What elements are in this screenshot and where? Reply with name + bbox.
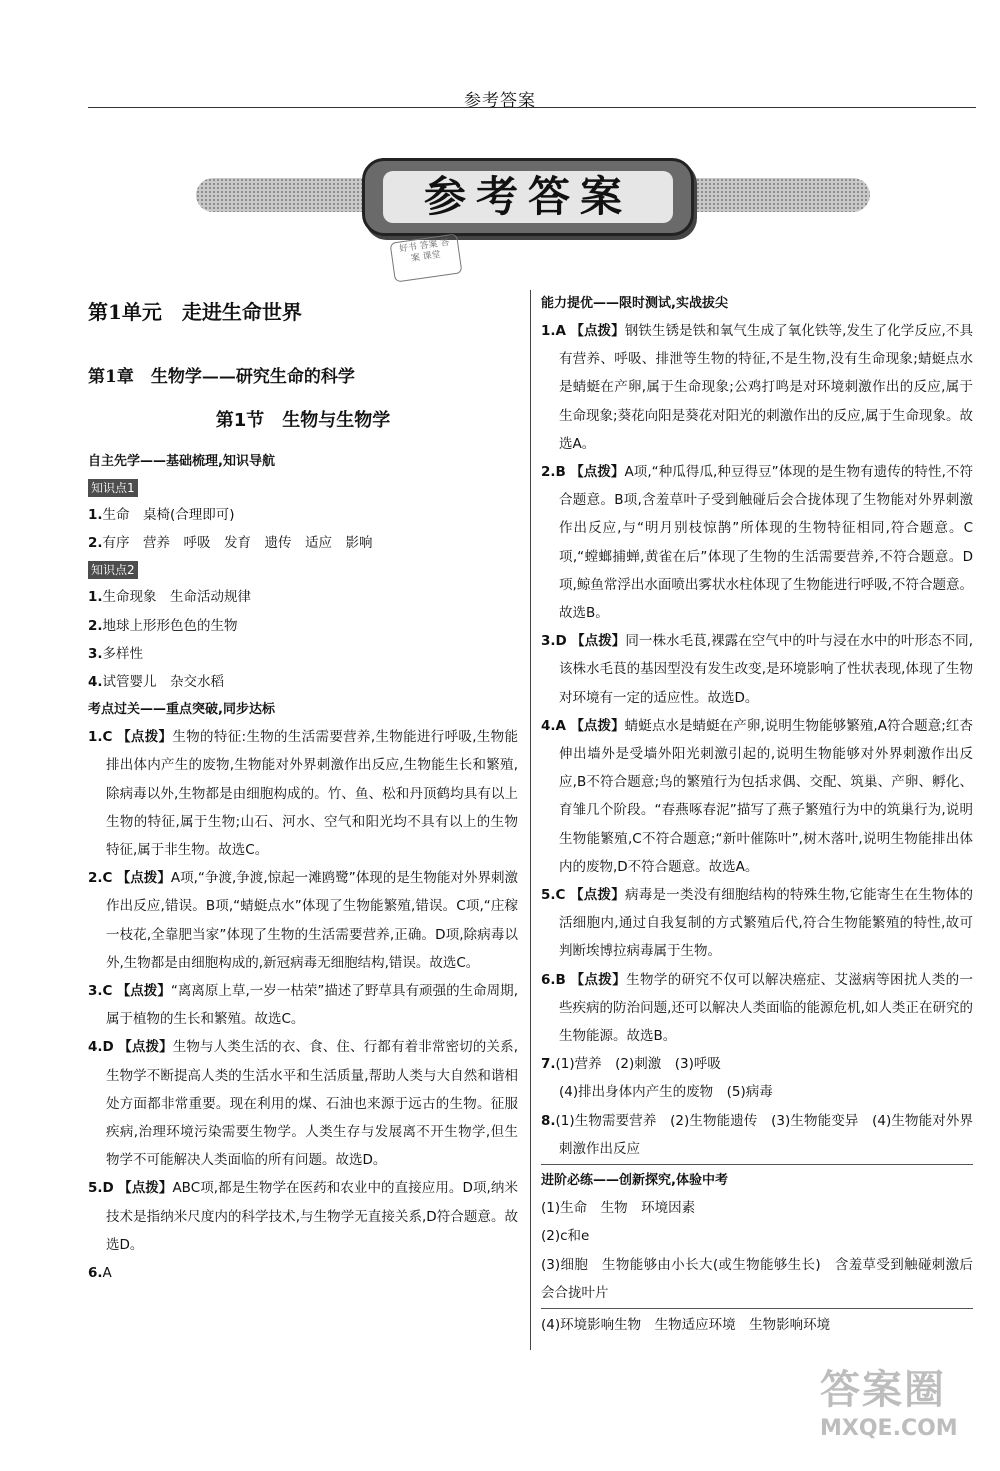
watermark-text: 答案圈 (820, 1367, 946, 1413)
answer-item: 3.D 【点拨】同一株水毛茛,裸露在空气中的叶与浸在水中的叶形态不同,该株水毛茛的基因型没有发生改变,是环境影响了性状表现,体现了生物对环境有一定的适应性。故选D。 (541, 633, 974, 706)
answer-line: 3.多样性 (88, 645, 144, 662)
subsection-heading: 能力提优——限时测试,实战拔尖 (541, 296, 728, 311)
answer-item: 6.B 【点拨】生物学的研究不仅可以解决癌症、艾滋病等困扰人类的一些疾病的防治问题,还可以解决人类面临的能源危机,如人类正在研究的生物能源。故选B。 (541, 971, 974, 1045)
watermark-url: MXQE.COM (820, 1416, 958, 1441)
answer-item: 5.C 【点拨】病毒是一类没有细胞结构的特殊生物,它能寄生在生物体的活细胞内,通过自我复制的方式繁殖后代,符合生物能繁殖的特性,故可判断埃博拉病毒属于生物。 (541, 887, 974, 960)
answer-line: 4.试管婴儿 杂交水稻 (88, 674, 225, 691)
running-header: 参考答案 (464, 91, 536, 111)
answer-line: (1)生命 生物 环境因素 (541, 1200, 696, 1217)
answer-item: 4.A 【点拨】蜻蜓点水是蜻蜓在产卵,说明生物能够繁殖,A符合题意;红杏伸出墙外是受墙外阳光刺激引起的,说明生物能够对外界刺激作出反应,B不符合题意;鸟的繁殖行为包括求偶、交配、筑巢、产卵、孵化、育雏几个阶段。“春燕啄春泥”描写了燕子繁殖行为中的筑巢行为,说明生物能繁殖,C不符合题意;“新叶催陈叶”,树木落叶,说明生物能排出体内的废物,D不符合题意。故选A。 (541, 717, 974, 875)
answer-item: 1.A 【点拨】钢铁生锈是铁和氧气生成了氧化铁等,发生了化学反应,不具有营养、呼吸、排泄等生物的特征,不是生物,没有生命现象;蜻蜓点水是蜻蜓在产卵,属于生命现象;公鸡打鸣是对环境刺激作出的反应,属于生命现象;葵花向阳是葵花对阳光的刺激作出的反应,属于生命现象。故选A。 (541, 323, 974, 452)
answer-item: 4.D 【点拨】生物与人类生活的衣、食、住、行都有着非常密切的关系,生物学不断提高人类的生活水平和生活质量,帮助人类与大自然和谐相处方面都非常重要。现在利用的煤、石油也来源于远古的生物。征服疾病,治理环境污染需要生物学。人类生存与发展离不开生物学,但生物学不可能解决人类面临的所有问题。故选D。 (88, 1039, 519, 1169)
answer-item: 1.C 【点拨】生物的特征:生物的生活需要营养,生物能进行呼吸,生物能排出体内产生的废物,生物能对外界刺激作出反应,生物能生长和繁殖,除病毒以外,生物都是由细胞构成的。竹、鱼、松和丹顶鹤均具有以上生物的特征,属于生物;山石、河水、空气和阳光均不具有以上的生物特征,属于非生物。故选C。 (88, 729, 518, 859)
answer-line: (4)环境影响生物 生物适应环境 生物影响环境 (541, 1316, 831, 1333)
knowledge-tag: 知识点1 (88, 479, 138, 497)
answer-item: 2.C 【点拨】A项,“争渡,争渡,惊起一滩鸥鹭”体现的是生物能对外界刺激作出反应,错误。B项,“蜻蜓点水”体现了生物能繁殖,错误。C项,“庄稼一枝花,全靠肥当家”体现了生物的生活需要营养,正确。D项,除病毒以外,生物都是由细胞构成的,新冠病毒无细胞结构,错误。故选C。 (88, 870, 518, 971)
answer-line: (4)排出身体内产生的废物 (5)病毒 (559, 1084, 773, 1101)
answer-line: 1.生命现象 生命活动规律 (88, 589, 252, 606)
title-banner (362, 158, 694, 236)
stamp-logo: 好书 答案 答案 课堂 (390, 233, 463, 282)
answer-item: 7.(1)营养 (2)刺激 (3)呼吸 (541, 1056, 721, 1073)
answer-line: 2.有序 营养 呼吸 发育 遗传 适应 影响 (88, 535, 373, 552)
answer-item: 5.D 【点拨】ABC项,都是生物学在医药和农业中的直接应用。D项,纳米技术是指纳米尺度内的科学技术,与生物学无直接关系,D符合题意。故选D。 (88, 1180, 519, 1253)
watermark-logo (820, 1366, 1000, 1471)
left-flow (88, 448, 518, 1287)
knowledge-tag: 知识点2 (88, 561, 138, 579)
section-rule (541, 1164, 973, 1165)
section-title: 第1节 生物与生物学 (215, 410, 391, 431)
subsection-heading: 考点过关——重点突破,同步达标 (88, 702, 275, 718)
subsection-heading: 自主先学——基础梳理,知识导航 (88, 454, 275, 469)
header-rule (88, 107, 976, 108)
section-rule (541, 1308, 973, 1309)
answer-item: 8.(1)生物需要营养 (2)生物能遗传 (3)生物能变异 (4)生物能对外界刺激作出反应 (541, 1112, 973, 1157)
answer-item: 3.C 【点拨】“离离原上草,一岁一枯荣”描述了野草具有顽强的生命周期,属于植物的生长和繁殖。故选C。 (88, 983, 518, 1028)
answer-line: 1.生命 桌椅(合理即可) (88, 507, 235, 523)
unit-title: 第1单元 走进生命世界 (88, 300, 302, 324)
answer-line: (3)细胞 生物能够由小长大(或生物能够生长) 含羞草受到触碰刺激后会合拢叶片 (541, 1256, 973, 1301)
answer-item: 6.A (88, 1265, 112, 1282)
answer-item: 2.B 【点拨】A项,“种瓜得瓜,种豆得豆”体现的是生物有遗传的特性,不符合题意。B项,含羞草叶子受到触碰后会合拢体现了生物能对外界刺激作出反应,与“明月别枝惊鹊”所体现的生物特征相同,符合题意。C项,“螳螂捕蝉,黄雀在后”体现了生物的生活需要营养,不符合题意。D项,鲸鱼常浮出水面喷出雾状水柱体现了生物能进行呼吸,不符合题意。故选B。 (541, 464, 974, 622)
chapter-title: 第1章 生物学——研究生命的科学 (88, 367, 355, 387)
subsection-heading: 进阶必练——创新探究,体验中考 (541, 1173, 728, 1189)
banner-title: 参考答案 (423, 172, 632, 221)
answer-line: (2)c和e (541, 1228, 590, 1245)
answer-line: 2.地球上形形色色的生物 (88, 617, 238, 634)
column-divider (530, 290, 531, 1350)
right-column (541, 290, 973, 1339)
